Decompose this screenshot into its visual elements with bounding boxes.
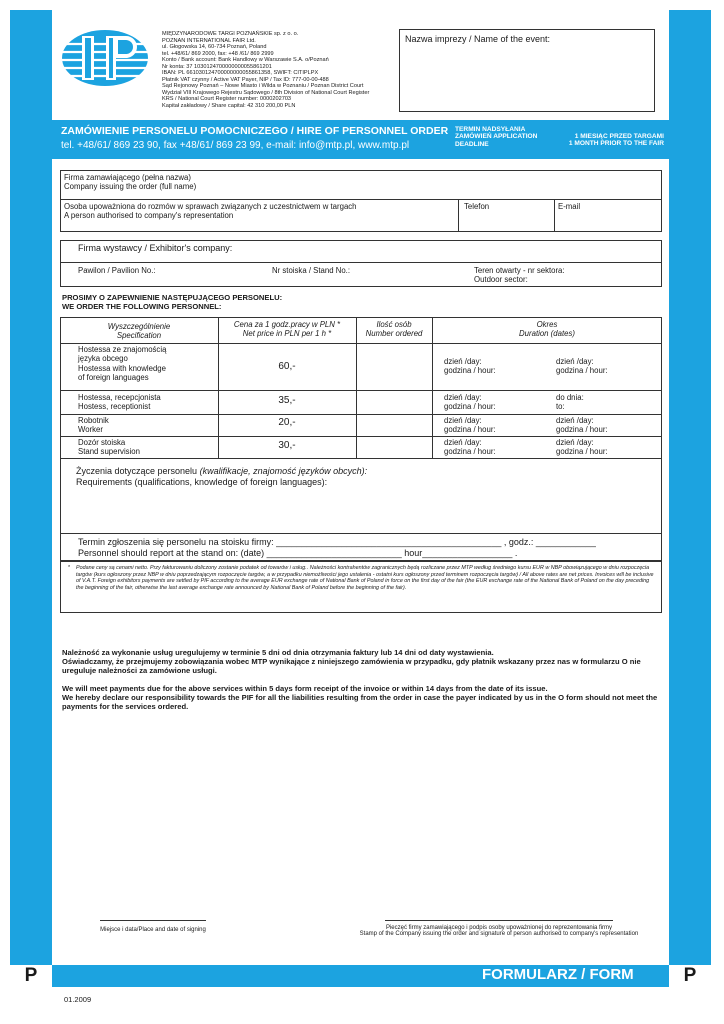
company-line: Konto / Bank account: Bank Handlowy w Warszawie S.A. o/Poznań xyxy=(162,57,329,64)
hour-label: to: xyxy=(556,402,565,412)
header-price xyxy=(218,320,356,339)
company-line: Nr konta: 37 1030124700000000055861201 xyxy=(162,63,272,70)
authorised-person-field[interactable] xyxy=(64,202,357,221)
table-row-spec xyxy=(78,416,109,435)
header-period xyxy=(432,320,662,339)
divider xyxy=(60,390,662,391)
hour-label: godzina / hour: xyxy=(444,425,496,435)
header-quantity-en: Number ordered xyxy=(365,329,423,339)
date-to-cell[interactable] xyxy=(556,357,608,376)
outdoor-sector-field[interactable] xyxy=(474,266,565,285)
company-line: KRS / National Court Register number: 0000202703 xyxy=(162,96,292,103)
date-from-cell[interactable] xyxy=(444,357,496,376)
date-label: dzień /day: xyxy=(444,416,482,425)
hour-label: godzina / hour: xyxy=(444,402,496,412)
authorised-person-label-pl: Osoba upoważniona do rozmów w sprawach związanych z uczestnictwem w targach xyxy=(64,202,357,211)
outdoor-sector-label-pl: Teren otwarty - nr sektora: xyxy=(474,266,565,275)
spec-line: of foreign languages xyxy=(78,373,149,383)
requirements-pl-b: (kwalifikacje, znajomość języków obcych): xyxy=(199,466,368,476)
header-quantity-pl: Ilość osób xyxy=(376,320,412,329)
phone-field[interactable] xyxy=(464,202,489,211)
title-bar xyxy=(52,120,669,159)
divider xyxy=(60,458,662,459)
deadline-label: TERMIN NADSYŁANIA ZAMÓWIEŃ APPLICATION DEADLINE xyxy=(455,126,538,148)
stamp-label-en: Stamp of the Company issuing the order and signature of person authorised to company's representation xyxy=(359,931,639,937)
date-from-cell[interactable] xyxy=(444,438,496,457)
section-title-pl: PROSIMY O ZAPEWNIENIE NASTĘPUJĄCEGO PERSONELU: xyxy=(62,293,283,302)
date-label: dzień /day: xyxy=(556,438,594,447)
date-label: do dnia: xyxy=(556,393,584,402)
event-name-field[interactable] xyxy=(399,29,655,112)
footnote-star: * xyxy=(68,565,71,571)
divider xyxy=(60,262,662,263)
payment-pl-2: Oświadczamy, że przejmujemy zobowiązania wobec MTP wynikające z niniejszego zamówienia w przypadku, gdy płatnik wskazany przez nas w formularzu O nie ureguluje należności za zamówione usługi. xyxy=(62,657,641,676)
date-to-cell[interactable] xyxy=(556,393,584,412)
form-letter-right: P xyxy=(669,965,711,987)
deadline-value-pl: 1 MIESIĄC PRZED TARGAMI xyxy=(574,133,664,140)
company-name-label-pl: Firma zamawiającego (pełna nazwa) xyxy=(64,173,191,182)
email-label: E-mail xyxy=(558,202,581,211)
header-quantity xyxy=(356,320,432,339)
email-field[interactable] xyxy=(558,202,580,211)
company-name-field[interactable] xyxy=(64,173,196,192)
report-label-en: Personnel should report at the stand on: (date) ___________________________ hour__________________ . xyxy=(78,548,518,558)
date-label: dzień /day: xyxy=(556,416,594,425)
requirements-pl-a: Życzenia dotyczące personelu xyxy=(76,466,200,476)
form-title: ZAMÓWIENIE PERSONELU POMOCNICZEGO / HIRE OF PERSONNEL ORDER xyxy=(61,125,449,137)
form-letter-left: P xyxy=(10,965,52,987)
report-label-pl: Termin zgłoszenia się personelu na stoisku firmy: _____________________________________________ , godz.: ____________ xyxy=(78,537,596,547)
company-name-label-en: Company issuing the order (full name) xyxy=(64,182,197,192)
deadline-value-en: 1 MONTH PRIOR TO THE FAIR xyxy=(568,140,664,148)
form-label: FORMULARZ / FORM xyxy=(482,966,634,983)
requirements-label-en: Requirements (qualifications, knowledge of foreign languages): xyxy=(76,477,328,487)
spec-line: Hostess, receptionist xyxy=(78,402,151,412)
report-date-field[interactable] xyxy=(78,537,596,559)
spec-line: Dozór stoiska xyxy=(78,438,126,447)
company-line: ul. Głogowska 14, 60-734 Poznań, Poland xyxy=(162,44,267,51)
signature-line-place[interactable] xyxy=(100,920,206,921)
table-row-spec xyxy=(78,345,166,383)
requirements-label-pl xyxy=(76,466,367,477)
header-specification xyxy=(60,322,218,341)
header-specification-en: Specification xyxy=(116,331,162,341)
deadline-value xyxy=(557,133,664,148)
company-line: Płatnik VAT czynny / Active VAT Payer, NIP / Tax ID: 777-00-00-488 xyxy=(162,76,329,83)
header-period-en: Duration (dates) xyxy=(519,329,575,339)
header-price-en: Net price in PLN per 1 h * xyxy=(242,329,332,339)
section-title xyxy=(62,293,282,311)
date-label: dzień /day: xyxy=(444,357,482,366)
contact-line: tel. +48/61/ 869 23 90, fax +48/61/ 869 23 99, e-mail: info@mtp.pl, www.mtp.pl xyxy=(61,140,410,151)
hour-label: godzina / hour: xyxy=(556,447,608,457)
date-label: dzień /day: xyxy=(444,438,482,447)
date-label: dzień /day: xyxy=(556,357,594,366)
date-to-cell[interactable] xyxy=(556,416,608,435)
divider xyxy=(458,199,459,232)
divider xyxy=(60,343,662,344)
company-line: Sąd Rejonowy Poznań – Nowe Miasto i Wilda w Poznaniu / Poznan District Court xyxy=(162,83,364,90)
exhibitor-company-field[interactable] xyxy=(78,244,232,253)
hour-label: godzina / hour: xyxy=(444,447,496,457)
hour-label: godzina / hour: xyxy=(556,366,608,376)
table-row-spec xyxy=(78,393,161,412)
spec-line: Stand supervision xyxy=(78,447,140,457)
header-specification-pl: Wyszczególnienie xyxy=(107,322,171,331)
payment-terms xyxy=(62,648,662,711)
date-label: dzień /day: xyxy=(444,393,482,402)
place-date-label: Miejsce i data/Place and date of signing xyxy=(100,927,206,933)
phone-label: Telefon xyxy=(464,202,490,211)
table-row-spec xyxy=(78,438,140,457)
price-cell: 60,- xyxy=(278,361,296,372)
payment-en-1: We will meet payments due for the above services within 5 days form receipt of the invoice or within 14 days from the date of its issue. xyxy=(62,683,548,693)
exhibitor-company-label: Firma wystawcy / Exhibitor's company: xyxy=(78,243,233,253)
hour-label: godzina / hour: xyxy=(444,366,496,376)
company-line: MIĘDZYNARODOWE TARGI POZNAŃSKIE sp. z o. o. xyxy=(162,31,299,37)
form-version-date: 01.2009 xyxy=(64,995,92,1004)
spec-line: języka obcego xyxy=(78,354,128,364)
right-blue-bar xyxy=(669,10,711,965)
divider xyxy=(554,199,555,232)
spec-line: Hostessa, recepcjonista xyxy=(78,393,161,402)
pavilion-label: Pawilon / Pavilion No.: xyxy=(78,266,156,275)
date-to-cell[interactable] xyxy=(556,438,608,457)
company-line: Wydział VIII Krajowego Rejestru Sądowego / 8th Division of National Court Register xyxy=(162,89,370,96)
price-cell: 35,- xyxy=(278,395,296,406)
payment-en-2: We hereby declare our responsibility towards the PIF for all the liabilities resulting from the order in case the payer indicated by us in the O form should not meet the payments for the services ordered. xyxy=(62,692,658,712)
company-line: tel. +48/61/ 869 2000, fax: +48 /61/ 869 2999 xyxy=(162,50,274,57)
price-cell: 30,- xyxy=(278,440,296,451)
divider xyxy=(60,414,662,415)
divider xyxy=(60,533,662,534)
price-cell: 20,- xyxy=(278,417,296,428)
company-line: IBAN: PL 661030124700000000055861358, SWIFT: CITIPLPX xyxy=(162,70,319,77)
authorised-person-label-en: A person authorised to company's representation xyxy=(64,211,234,221)
signature-line-stamp[interactable] xyxy=(385,920,613,921)
header-period-pl: Okres xyxy=(536,320,558,329)
date-from-cell[interactable] xyxy=(444,416,496,435)
event-name-label: Nazwa imprezy / Name of the event: xyxy=(405,34,551,44)
divider xyxy=(60,199,662,200)
stand-field[interactable] xyxy=(272,266,350,275)
outdoor-sector-label-en: Outdoor sector: xyxy=(474,275,528,285)
spec-line: Robotnik xyxy=(78,416,109,425)
stand-label: Nr stoiska / Stand No.: xyxy=(272,266,350,275)
spec-line: Hostessa ze znajomością xyxy=(78,345,167,354)
payment-pl-1: Należność za wykonanie usług uregulujemy w terminie 5 dni od dnia otrzymania faktury lub 14 dni od daty wystawienia. xyxy=(62,648,494,657)
stamp-label-pl: Pieczęć firmy zamawiającego i podpis osoby upoważnionej do reprezentowania firmy xyxy=(385,925,613,931)
requirements-field[interactable] xyxy=(76,466,367,488)
pavilion-field[interactable] xyxy=(78,266,156,275)
date-from-cell[interactable] xyxy=(444,393,496,412)
company-line: Kapitał zakładowy / Share capital: 42 310 200,00 PLN xyxy=(162,103,296,110)
stamp-label xyxy=(330,925,668,937)
company-info xyxy=(162,31,397,110)
footnote-text: Podane ceny są cenami netto. Przy fakturowaniu doliczony zostanie podatek od towarów i usług.. Należności kontrahentów zagranicznych będą rozliczane przez MTP według średniego kursu EUR w NBP obowiązującego w dniu rozpoczęcia targów (kurs ogłoszony przez NBP w dniu poprzedzającym rozpoczęcie targów, a w przypadku niemożliwości jego ustalenia - ostatni kurs ogłoszony przed terminem rozpoczęcia targów) / All above rates are net prices. Invoices will be inclusive of V.A.T. Foreign exhibitors payments are settled by PIF according to the average EUR exchange rate of National Bank of Poland in force on the first day of the fair (the EUR exchange rate of the National Bank of Poland on the day preceding the beginning of the fair, otherwise the last average exchange rate announced by National Bank of Poland before the beginning of the fair). xyxy=(76,565,654,591)
left-blue-bar xyxy=(10,10,52,965)
section-title-en: WE ORDER THE FOLLOWING PERSONNEL: xyxy=(62,302,222,312)
hour-label: godzina / hour: xyxy=(556,425,608,435)
spec-line: Hostessa with knowledge xyxy=(78,363,166,373)
header-price-pl: Cena za 1 godz.pracy w PLN * xyxy=(233,320,341,329)
spec-line: Worker xyxy=(78,425,103,435)
mtp-logo-icon xyxy=(60,28,150,88)
company-line: POZNAN INTERNATIONAL FAIR Ltd. xyxy=(162,37,256,44)
divider xyxy=(60,436,662,437)
